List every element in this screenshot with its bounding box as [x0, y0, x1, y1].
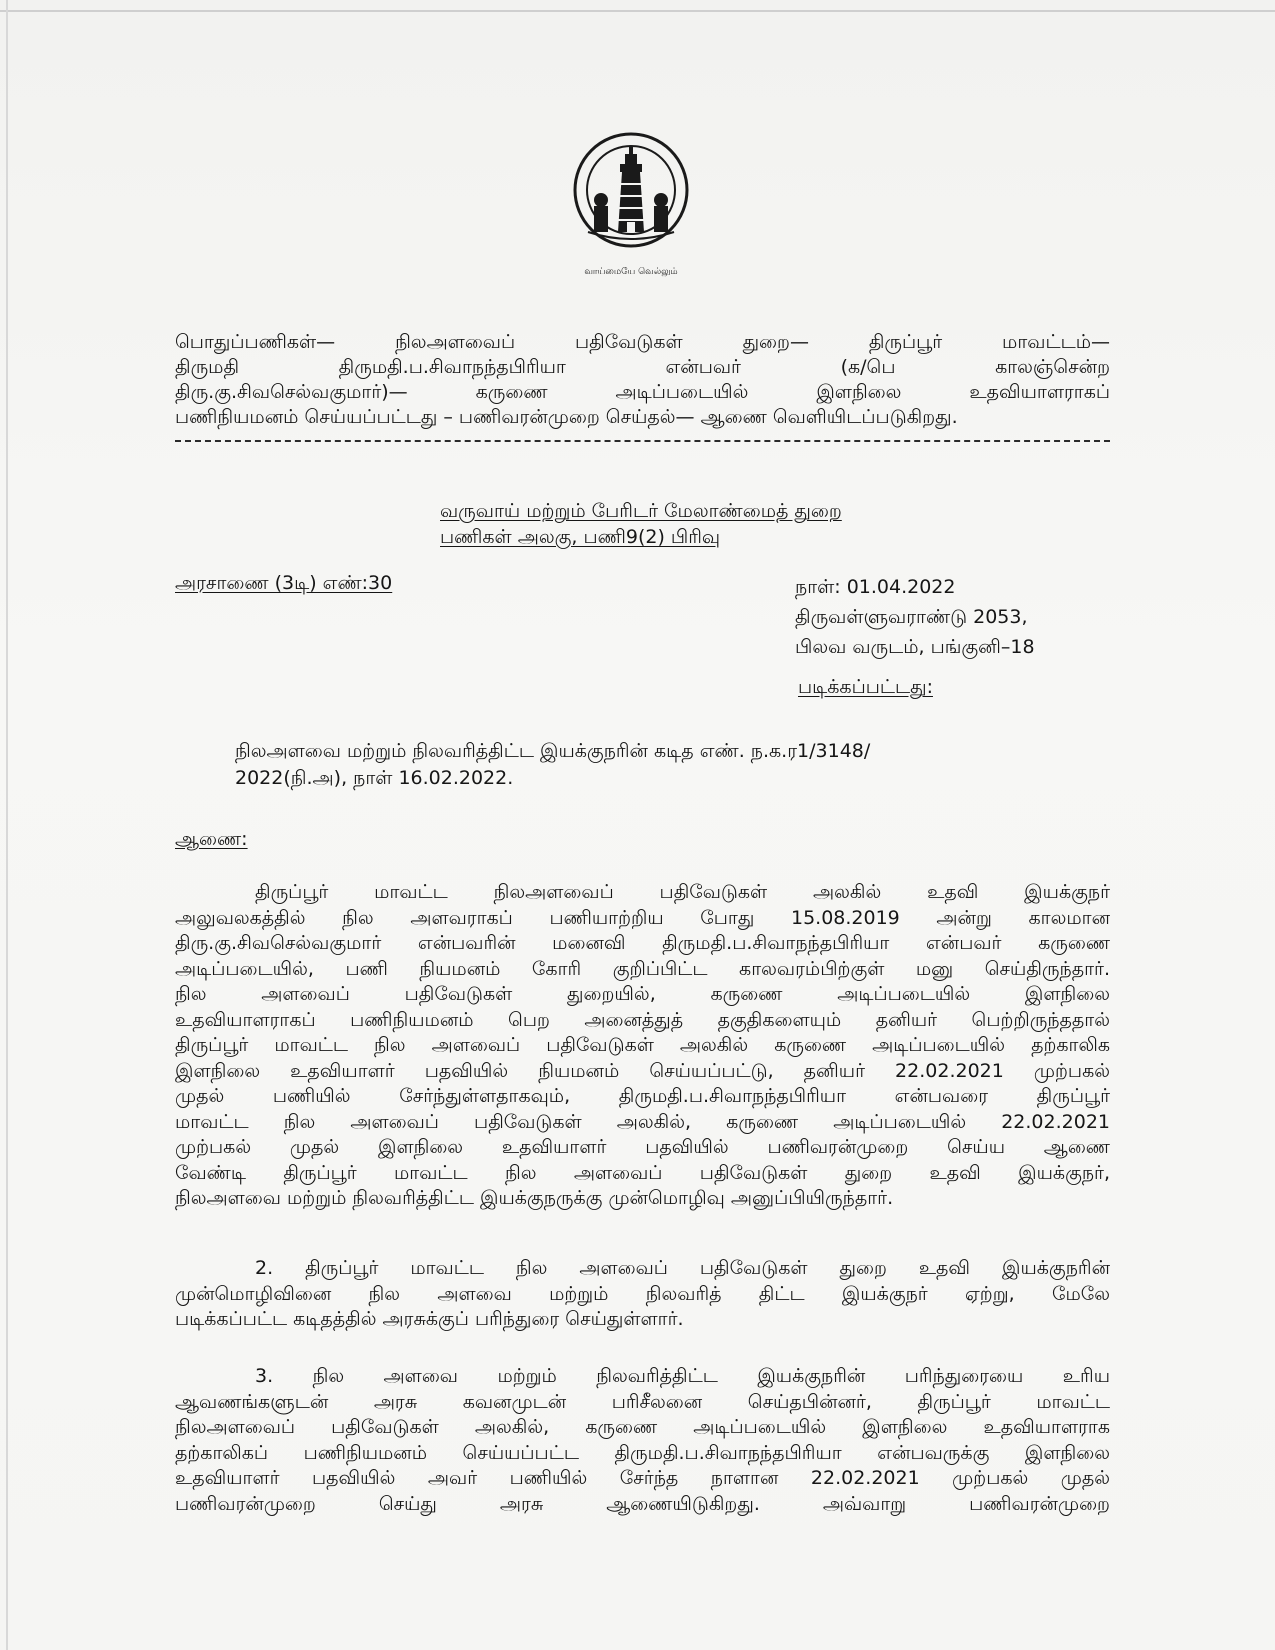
thiruvalluvar-year: திருவள்ளுவராண்டு 2053,	[795, 606, 1028, 628]
paragraph-line: உதவியாளராகப் பணிநியமனம் பெற அனைத்துத் தகுதிகளையும் தனியர் பெற்றிருந்ததால்	[175, 1008, 1110, 1031]
emblem-motto: வாய்மையே வெல்லும்	[584, 267, 678, 277]
department-heading	[440, 498, 1000, 550]
subject-block	[175, 330, 1110, 430]
order-label: ஆணை:	[175, 828, 248, 850]
paragraph-line: முன்மொழிவினை நில அளவை மற்றும் நிலவரித் திட்ட இயக்குநர் ஏற்று, மேலே	[175, 1282, 1110, 1305]
paragraph-line: நிலஅளவைப் பதிவேடுகள் அலகில், கருணை அடிப்படையில் இளநிலை உதவியாளராக	[175, 1416, 1110, 1438]
paragraph-line: முற்பகல் முதல் இளநிலை உதவியாளர் பதவியில் பணிவரன்முறை செய்ய ஆணை	[175, 1136, 1110, 1158]
paragraph-line: 2. திருப்பூர் மாவட்ட நில அளவைப் பதிவேடுகள் துறை உதவி இயக்குநரின்	[255, 1257, 1110, 1279]
department-name: வருவாய் மற்றும் பேரிடர் மேலாண்மைத் துறை	[440, 500, 842, 522]
reference-line: நிலஅளவை மற்றும் நிலவரித்திட்ட இயக்குநரின் கடித எண். ந.க.ர1/3148/	[235, 740, 871, 762]
government-emblem-icon	[570, 128, 692, 280]
paragraph-1	[175, 880, 1110, 1212]
paragraph-line: உதவியாளர் பதவியில் அவர் பணியில் சேர்ந்த நாளான 22.02.2021 முற்பகல் முதல்	[175, 1467, 1110, 1489]
paragraph-line: இளநிலை உதவியாளர் பதவியில் நியமனம் செய்யப்பட்டு, தனியர் 22.02.2021 முற்பகல்	[175, 1059, 1110, 1082]
tamil-year-month: பிலவ வருடம், பங்குனி–18	[795, 636, 1035, 658]
reference-line: 2022(நி.அ), நாள் 16.02.2022.	[235, 767, 514, 789]
read-label: படிக்கப்பட்டது:	[798, 676, 933, 698]
date-block	[795, 572, 1035, 662]
paragraph-line: நில அளவைப் பதிவேடுகள் துறையில், கருணை அடிப்படையில் இளநிலை	[175, 983, 1110, 1005]
paragraph-line: நிலஅளவை மற்றும் நிலவரித்திட்ட இயக்குநருக்கு முன்மொழிவு அனுப்பியிருந்தார்.	[175, 1187, 894, 1209]
paragraph-line: திருப்பூர் மாவட்ட நிலஅளவைப் பதிவேடுகள் அலகில் உதவி இயக்குநர்	[255, 881, 1110, 903]
subject-line: பணிநியமனம் செய்யப்பட்டது – பணிவரன்முறை செய்தல்— ஆணை வெளியிடப்படுகிறது.	[175, 406, 958, 428]
paragraph-3	[175, 1364, 1110, 1517]
paragraph-line: வேண்டி திருப்பூர் மாவட்ட நில அளவைப் பதிவேடுகள் துறை உதவி இயக்குநர்,	[175, 1161, 1110, 1184]
paragraph-line: படிக்கப்பட்ட கடிதத்தில் அரசுக்குப் பரிந்துரை செய்துள்ளார்.	[175, 1308, 684, 1330]
paragraph-line: திரு.கு.சிவசெல்வகுமார் என்பவரின் மனைவி திருமதி.ப.சிவாநந்தபிரியா என்பவர் கருணை	[175, 932, 1110, 954]
reference-block	[235, 738, 1035, 792]
paragraph-2	[175, 1256, 1110, 1333]
subject-line: திரு.கு.சிவசெல்வகுமார்)— கருணை அடிப்படையில் இளநிலை உதவியாளராகப்	[175, 381, 1110, 403]
paragraph-line: அலுவலகத்தில் நில அளவராகப் பணியாற்றிய போது 15.08.2019 அன்று காலமான	[175, 906, 1110, 929]
paragraph-line: மாவட்ட நில அளவைப் பதிவேடுகள் அலகில், கருணை அடிப்படையில் 22.02.2021	[175, 1110, 1110, 1133]
separator-dashes	[175, 440, 1110, 442]
order-date: நாள்: 01.04.2022	[795, 576, 956, 598]
paragraph-line: திருப்பூர் மாவட்ட நில அளவைப் பதிவேடுகள் அலகில் கருணை அடிப்படையில் தற்காலிக	[175, 1034, 1110, 1056]
scan-edge-top	[0, 10, 1275, 12]
subject-line: திருமதி திருமதி.ப.சிவாநந்தபிரியா என்பவர் (க/பெ காலஞ்சென்ற	[175, 356, 1110, 378]
paragraph-line: 3. நில அளவை மற்றும் நிலவரித்திட்ட இயக்குநரின் பரிந்துரையை உரிய	[255, 1365, 1110, 1387]
paragraph-line: அடிப்படையில், பணி நியமனம் கோரி குறிப்பிட்ட காலவரம்பிற்குள் மனு செய்திருந்தார்.	[175, 957, 1110, 980]
go-number: அரசாணை (3டி) எண்:30	[175, 572, 393, 594]
paragraph-line: பணிவரன்முறை செய்து அரசு ஆணையிடுகிறது. அவ்வாறு பணிவரன்முறை	[175, 1492, 1110, 1515]
paragraph-line: தற்காலிகப் பணிநியமனம் செய்யப்பட்ட திருமதி.ப.சிவாநந்தபிரியா என்பவருக்கு இளநிலை	[175, 1441, 1110, 1464]
scan-edge-left	[6, 0, 8, 1650]
department-section: பணிகள் அலகு, பணி9(2) பிரிவு	[440, 526, 721, 548]
subject-line: பொதுப்பணிகள்— நிலஅளவைப் பதிவேடுகள் துறை— திருப்பூர் மாவட்டம்—	[175, 331, 1110, 353]
paragraph-line: ஆவணங்களுடன் அரசு கவனமுடன் பரிசீலனை செய்தபின்னர், திருப்பூர் மாவட்ட	[175, 1390, 1110, 1413]
paragraph-line: முதல் பணியில் சேர்ந்துள்ளதாகவும், திருமதி.ப.சிவாநந்தபிரியா என்பவரை திருப்பூர்	[175, 1085, 1110, 1107]
